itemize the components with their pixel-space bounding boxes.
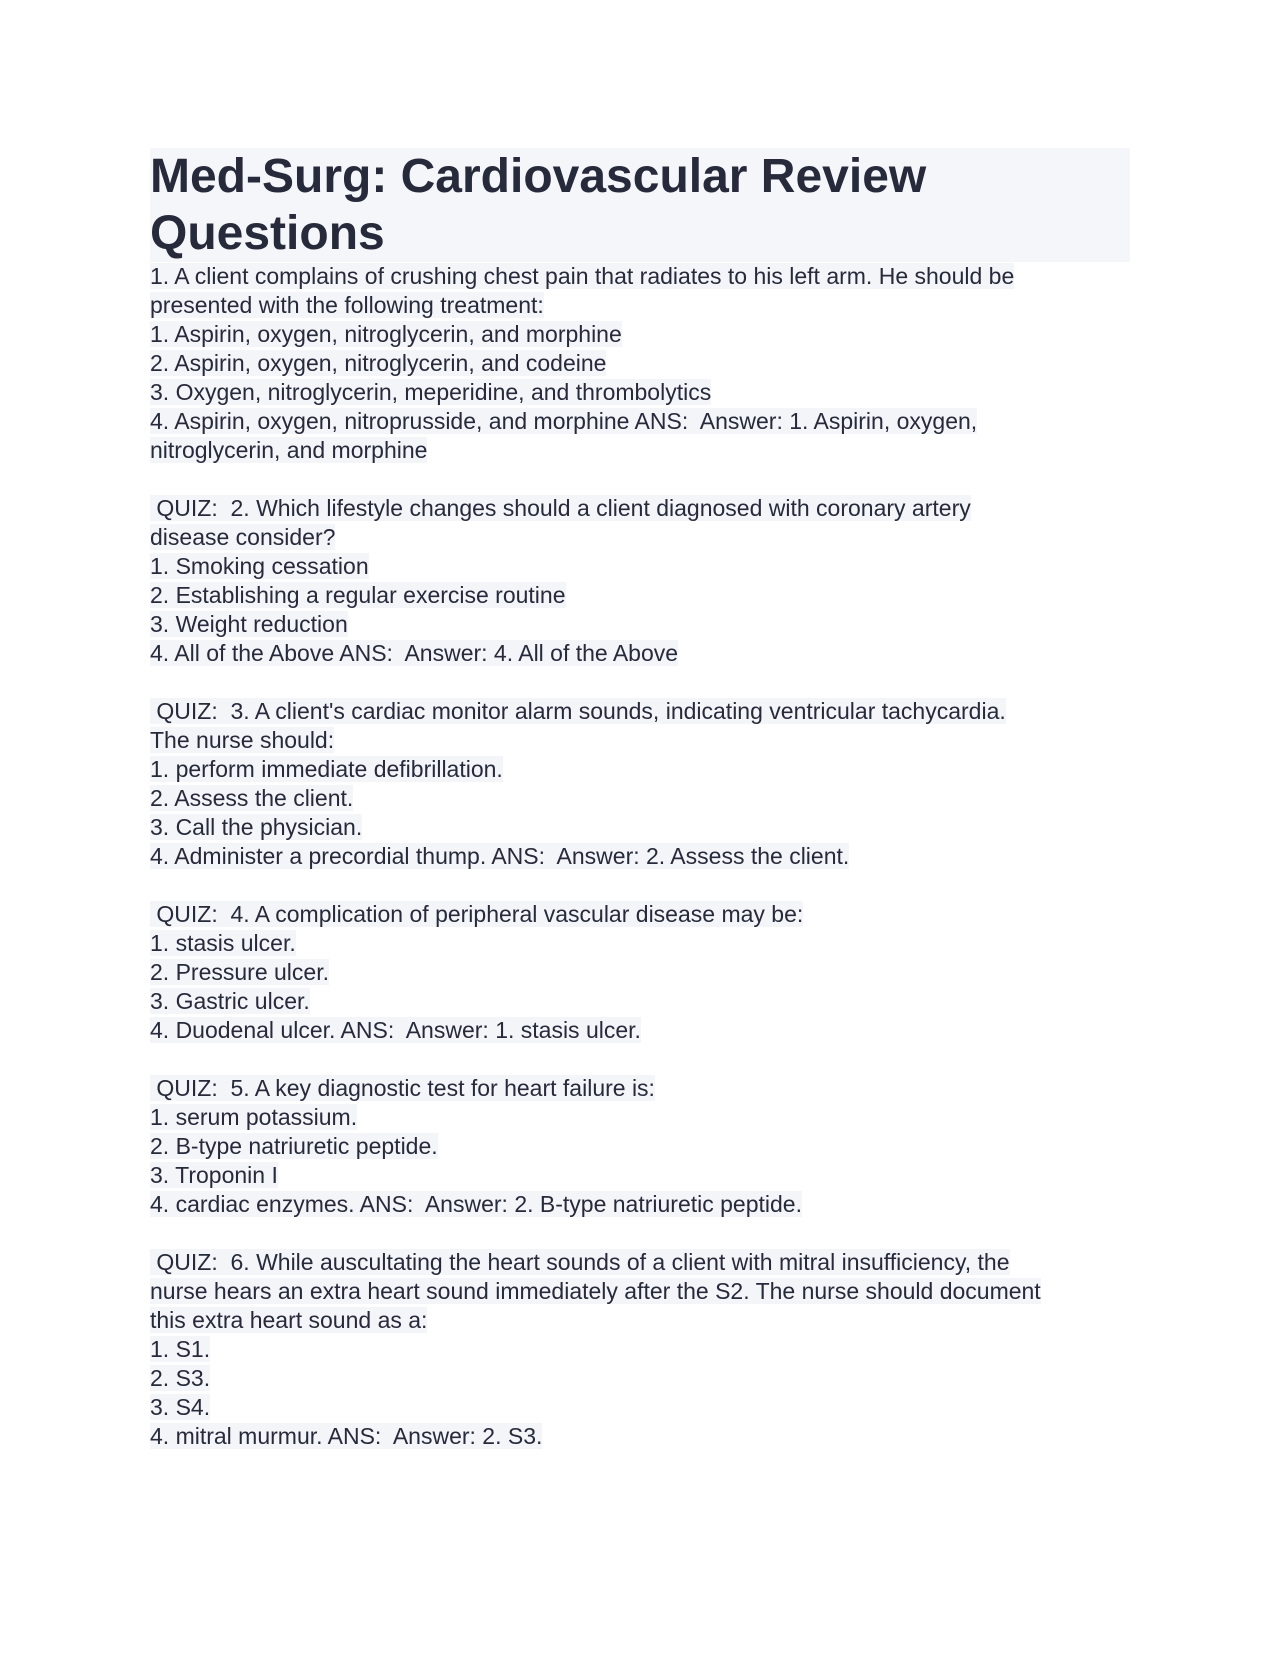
- page-title: Med-Surg: Cardiovascular Review Questions: [150, 148, 1130, 262]
- question-stem: QUIZ: 5. A key diagnostic test for heart failure is:: [150, 1075, 655, 1101]
- answer-option: 3. Gastric ulcer.: [150, 988, 310, 1014]
- spacer: [150, 1219, 1130, 1248]
- answer-option: 1. Aspirin, oxygen, nitroglycerin, and morphine: [150, 321, 622, 347]
- spacer: [150, 668, 1130, 697]
- answer-option: 3. Weight reduction: [150, 611, 348, 637]
- question-stem: QUIZ: 4. A complication of peripheral vascular disease may be:: [150, 901, 804, 927]
- answer-option: 4. Aspirin, oxygen, nitroprusside, and morphine ANS: Answer: 1. Aspirin, oxygen,: [150, 408, 978, 434]
- answer-option: nitroglycerin, and morphine: [150, 437, 428, 463]
- question-stem: presented with the following treatment:: [150, 292, 544, 318]
- question-5: [150, 1074, 1130, 1219]
- spacer: [150, 1045, 1130, 1074]
- answer-option: 4. All of the Above ANS: Answer: 4. All of the Above: [150, 640, 679, 666]
- answer-option: 3. Call the physician.: [150, 814, 363, 840]
- question-stem: QUIZ: 2. Which lifestyle changes should a client diagnosed with coronary artery: [150, 495, 971, 521]
- answer-option: 2. Establishing a regular exercise routine: [150, 582, 566, 608]
- answer-option: 1. Smoking cessation: [150, 553, 369, 579]
- answer-option: 1. perform immediate defibrillation.: [150, 756, 503, 782]
- question-stem: QUIZ: 3. A client's cardiac monitor alarm sounds, indicating ventricular tachycardia.: [150, 698, 1006, 724]
- question-list: [150, 262, 1130, 1451]
- question-stem: disease consider?: [150, 524, 336, 550]
- question-3: [150, 697, 1130, 871]
- question-stem: nurse hears an extra heart sound immediately after the S2. The nurse should document: [150, 1278, 1041, 1304]
- document-page: [150, 148, 1130, 1451]
- answer-option: 2. Aspirin, oxygen, nitroglycerin, and codeine: [150, 350, 607, 376]
- question-6: [150, 1248, 1130, 1451]
- question-1: [150, 262, 1130, 465]
- answer-option: 2. B-type natriuretic peptide.: [150, 1133, 438, 1159]
- question-stem: QUIZ: 6. While auscultating the heart sounds of a client with mitral insufficiency, the: [150, 1249, 1010, 1275]
- answer-option: 1. serum potassium.: [150, 1104, 358, 1130]
- answer-option: 3. Troponin I: [150, 1162, 278, 1188]
- answer-option: 2. S3.: [150, 1365, 211, 1391]
- answer-option: 3. Oxygen, nitroglycerin, meperidine, and thrombolytics: [150, 379, 712, 405]
- question-2: [150, 494, 1130, 668]
- answer-option: 1. stasis ulcer.: [150, 930, 296, 956]
- answer-option: 4. cardiac enzymes. ANS: Answer: 2. B-type natriuretic peptide.: [150, 1191, 802, 1217]
- question-stem: 1. A client complains of crushing chest pain that radiates to his left arm. He should be: [150, 263, 1015, 289]
- spacer: [150, 465, 1130, 494]
- spacer: [150, 871, 1130, 900]
- question-4: [150, 900, 1130, 1045]
- question-stem: this extra heart sound as a:: [150, 1307, 428, 1333]
- answer-option: 1. S1.: [150, 1336, 211, 1362]
- answer-option: 2. Pressure ulcer.: [150, 959, 329, 985]
- answer-option: 4. mitral murmur. ANS: Answer: 2. S3.: [150, 1423, 543, 1449]
- question-stem: The nurse should:: [150, 727, 335, 753]
- answer-option: 2. Assess the client.: [150, 785, 354, 811]
- answer-option: 4. Duodenal ulcer. ANS: Answer: 1. stasis ulcer.: [150, 1017, 641, 1043]
- answer-option: 3. S4.: [150, 1394, 211, 1420]
- answer-option: 4. Administer a precordial thump. ANS: Answer: 2. Assess the client.: [150, 843, 850, 869]
